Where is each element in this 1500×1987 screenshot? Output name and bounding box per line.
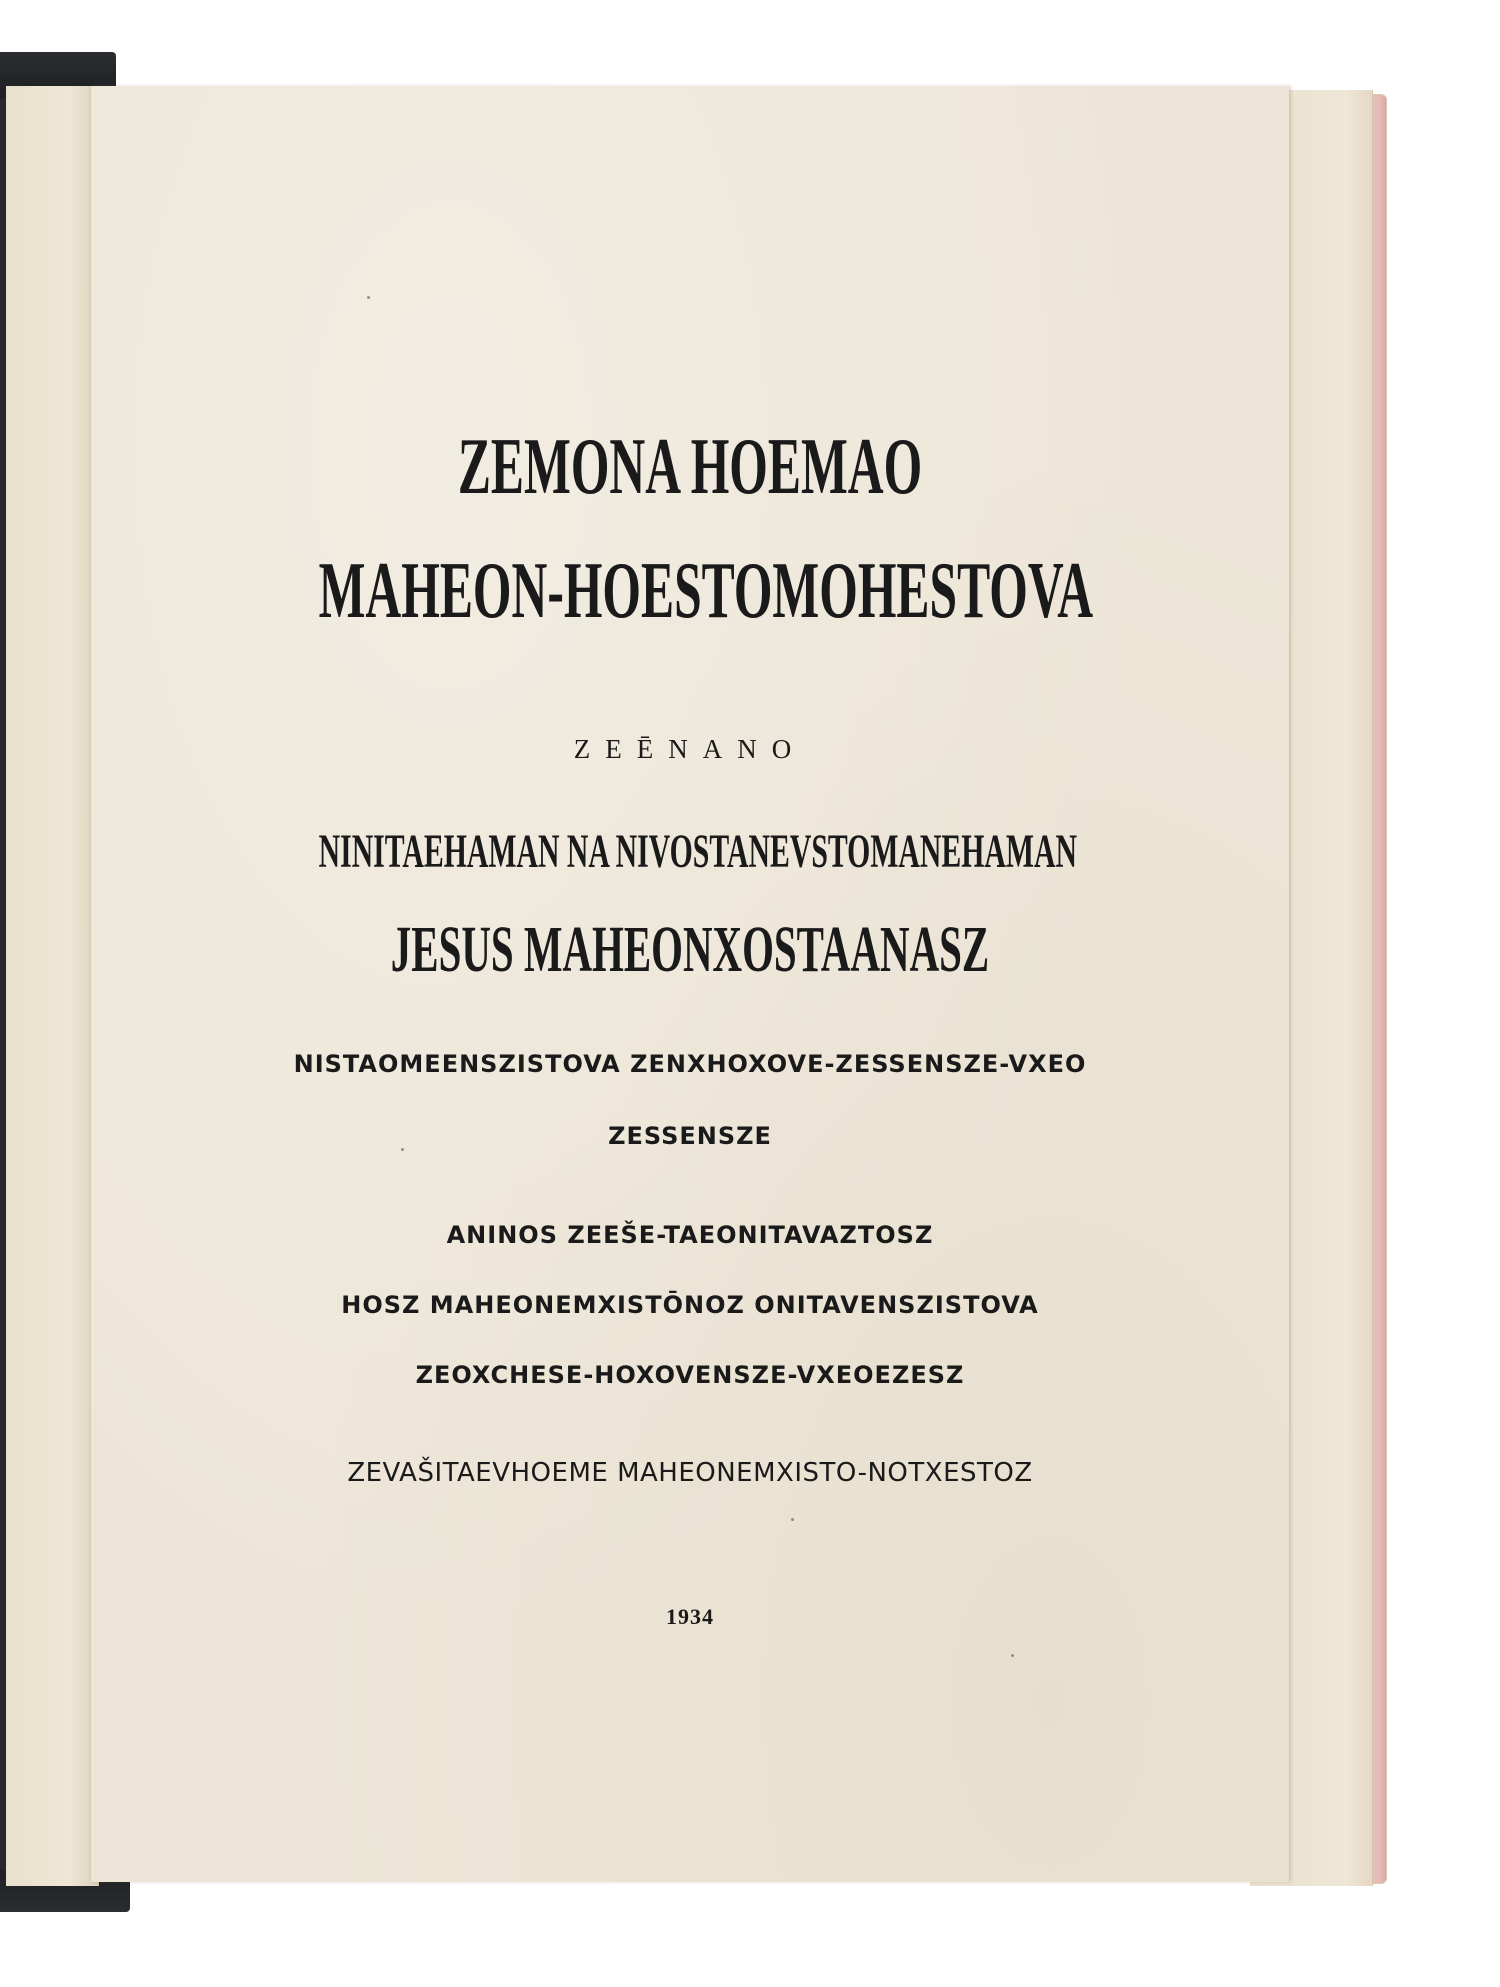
paper-speck	[791, 1518, 794, 1521]
translator-line-1: ANINOS ZEEŠE-TAEONITAVAZTOSZ	[446, 1221, 934, 1249]
paper-speck	[401, 1148, 404, 1151]
title-line-2: MAHEON-HOESTOMOHESTOVA	[318, 547, 1094, 635]
publication-year: 1934	[666, 1604, 714, 1629]
title-page-text	[91, 86, 1289, 1882]
description-line-1: NISTAOMEENSZISTOVA ZENXHOXOVE-ZESSENSZE-VXEO	[293, 1050, 1087, 1078]
publisher-line: ZEVAŠITAEVHOEME MAHEONEMXISTO-NOTXESTOZ	[347, 1458, 1033, 1488]
connector-word: ZEĒNANO	[573, 734, 807, 764]
facing-page-edge	[6, 86, 99, 1886]
subtitle-line: NINITAEHAMAN NA NIVOSTANEVSTOMANEHAMAN	[318, 825, 1077, 878]
translator-line-2: HOSZ MAHEONEMXISTŌNOZ ONITAVENSZISTOVA	[341, 1291, 1039, 1319]
paper-speck	[367, 296, 370, 299]
author-line: JESUS MAHEONXOSTAANASZ	[390, 913, 990, 986]
translator-line-3: ZEOXCHESE-HOXOVENSZE-VXEOEZESZ	[415, 1361, 965, 1389]
title-page	[90, 86, 1289, 1882]
title-line-1: ZEMONA HOEMAO	[457, 423, 923, 511]
description-line-2: ZESSENSZE	[608, 1122, 772, 1150]
paper-speck	[1011, 1654, 1014, 1657]
